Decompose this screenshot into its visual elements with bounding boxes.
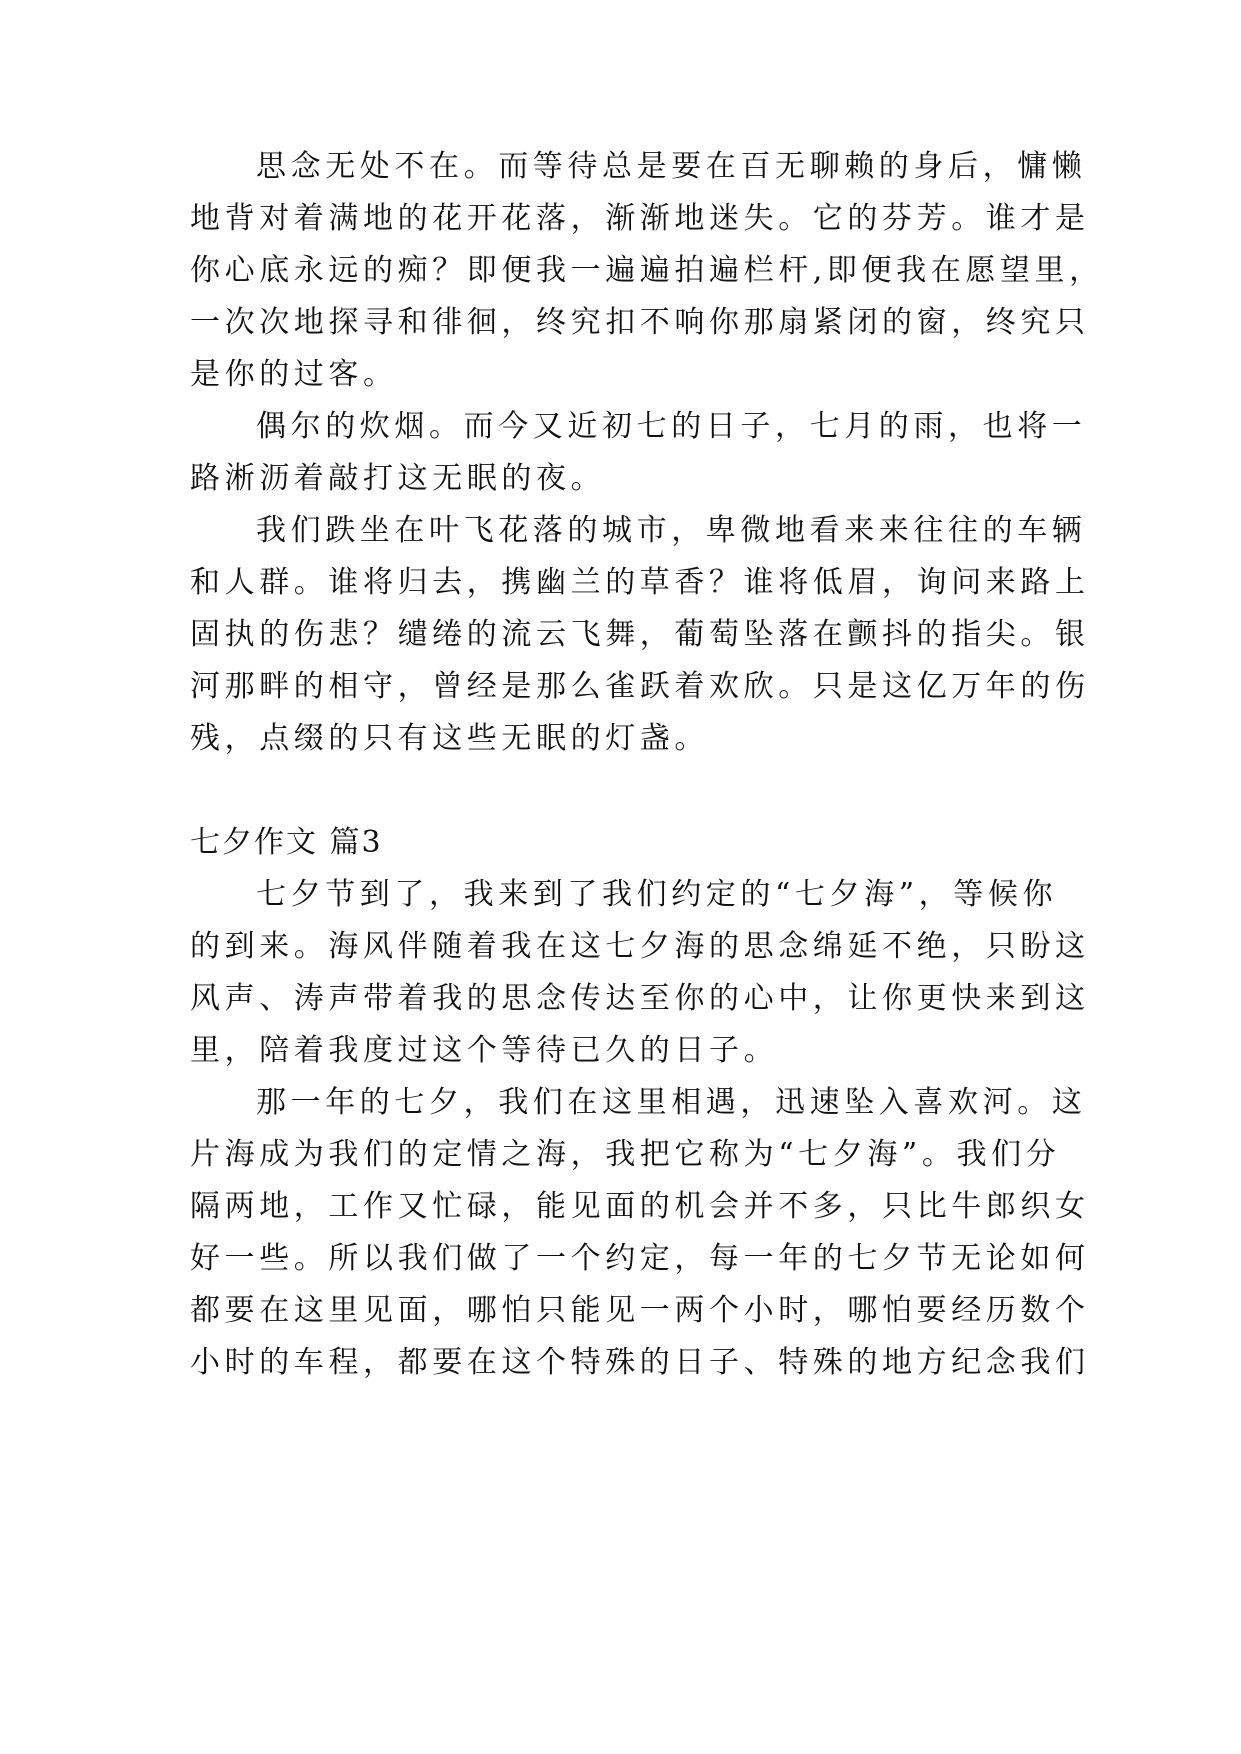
text-line: 七夕节到了，我来到了我们约定的“七夕海”，等候你 bbox=[256, 877, 1058, 912]
text-line: 风声、涛声带着我的思念传达至你的心中，让你更快来到这 bbox=[190, 981, 1090, 1016]
text-line: 小时的车程，都要在这个特殊的日子、特殊的地方纪念我们 bbox=[190, 1345, 1090, 1380]
text-line: 的到来。海风伴随着我在这七夕海的思念绵延不绝，只盼这 bbox=[190, 929, 1090, 964]
text-line: 固执的伤悲？缱绻的流云飞舞，葡萄坠落在颤抖的指尖。银 bbox=[190, 617, 1090, 652]
text-line: 片海成为我们的定情之海，我把它称为“七夕海”。我们分 bbox=[190, 1137, 1061, 1172]
text-line: 残，点缀的只有这些无眠的灯盏。 bbox=[190, 721, 709, 756]
text-line: 都要在这里见面，哪怕只能见一两个小时，哪怕要经历数个 bbox=[190, 1293, 1090, 1328]
text-line: 里，陪着我度过这个等待已久的日子。 bbox=[190, 1033, 779, 1068]
text-line: 是你的过客。 bbox=[190, 357, 398, 392]
text-line: 河那畔的相守，曾经是那么雀跃着欢欣。只是这亿万年的伤 bbox=[190, 669, 1090, 704]
text-line: 我们跌坐在叶飞花落的城市，卑微地看来来往往的车辆 bbox=[256, 513, 1087, 548]
text-line: 隔两地，工作又忙碌，能见面的机会并不多，只比牛郎织女 bbox=[190, 1189, 1090, 1224]
text-line: 好一些。所以我们做了一个约定，每一年的七夕节无论如何 bbox=[190, 1241, 1090, 1276]
text-line: 偶尔的炊烟。而今又近初七的日子，七月的雨，也将一 bbox=[256, 409, 1087, 444]
text-line: 地背对着满地的花开花落，渐渐地迷失。它的芬芳。谁才是 bbox=[190, 201, 1090, 236]
text-line: 一次次地探寻和徘徊，终究扣不响你那扇紧闭的窗，终究只 bbox=[190, 305, 1090, 340]
text-line: 路淅沥着敲打这无眠的夜。 bbox=[190, 461, 606, 496]
text-line: 那一年的七夕，我们在这里相遇，迅速坠入喜欢河。这 bbox=[256, 1085, 1087, 1120]
text-line: 思念无处不在。而等待总是要在百无聊赖的身后，慵懒 bbox=[256, 149, 1087, 184]
text-line: 你心底永远的痴？即便我一遍遍拍遍栏杆,即便我在愿望里， bbox=[190, 253, 1104, 288]
section-heading: 七夕作文 篇3 bbox=[190, 825, 383, 860]
text-line: 和人群。谁将归去，携幽兰的草香？谁将低眉，询问来路上 bbox=[190, 565, 1090, 600]
